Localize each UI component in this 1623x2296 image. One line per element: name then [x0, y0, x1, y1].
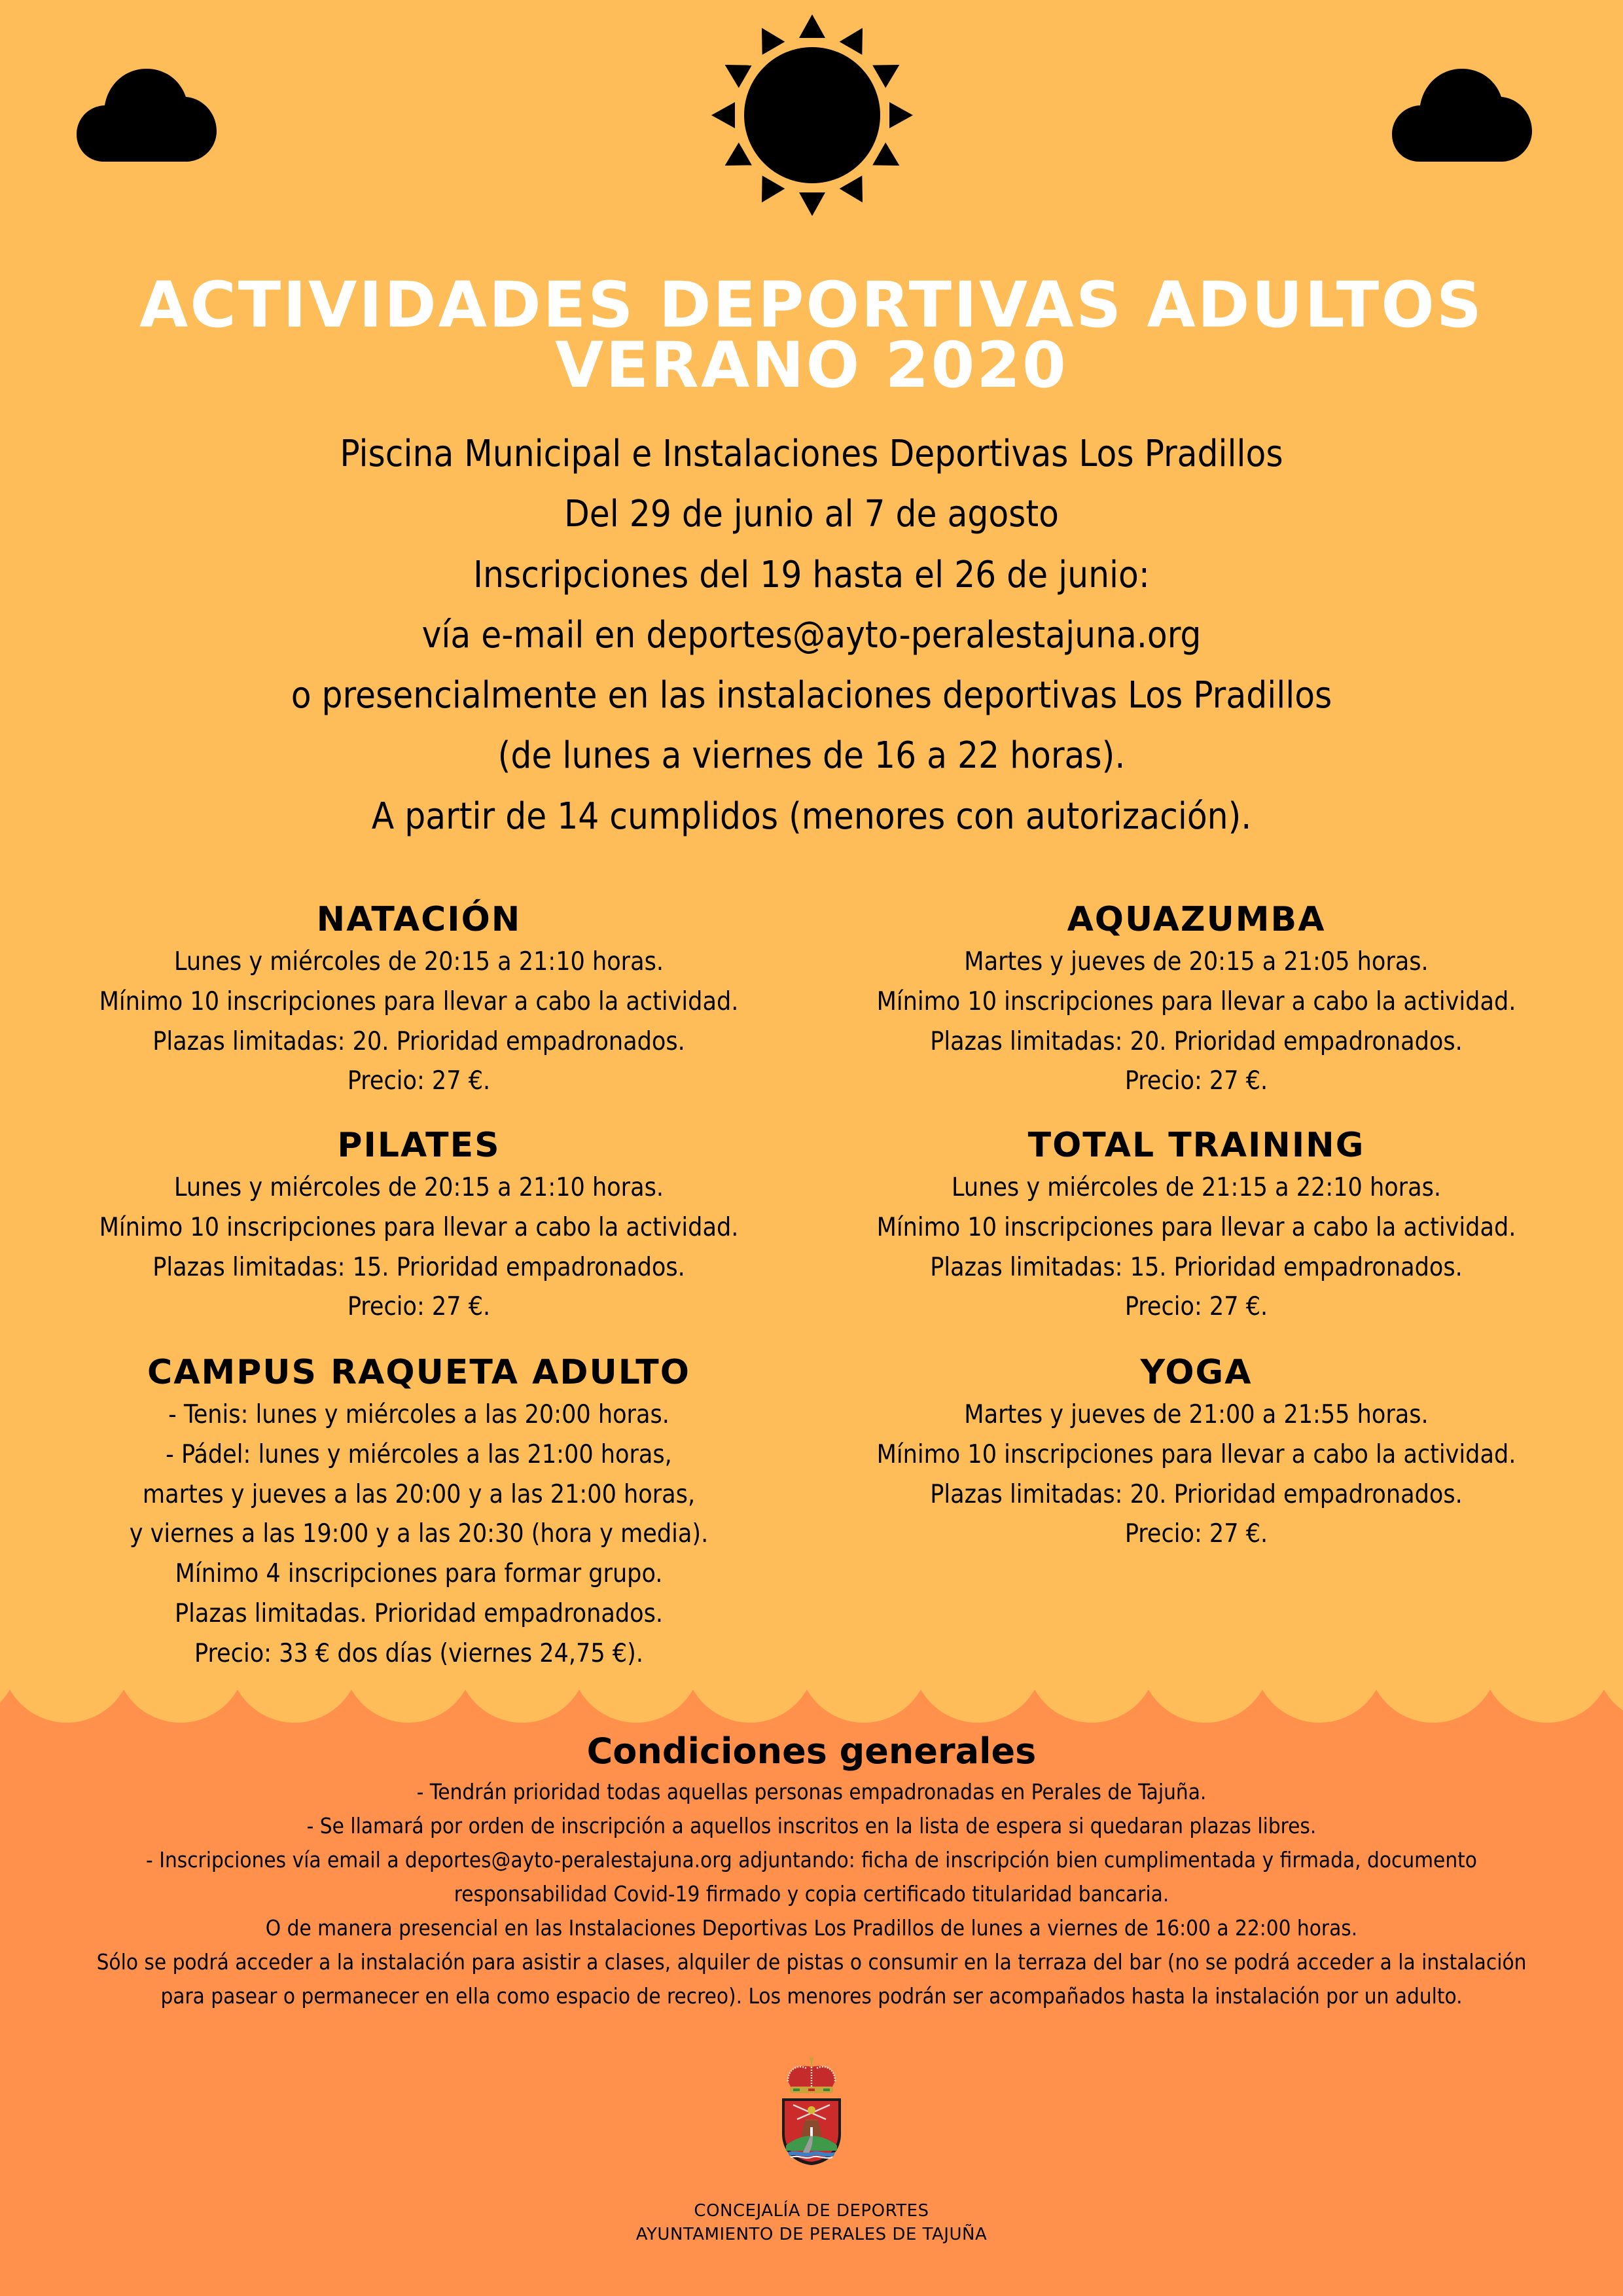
activity-campus-raqueta	[39, 1350, 798, 1674]
sun-ray	[889, 102, 913, 128]
activity-title: PILATES	[337, 1126, 501, 1165]
activity-natacion	[39, 897, 798, 1102]
activity-minimum: Mínimo 10 inscripciones para llevar a cabo la actividad.	[876, 1212, 1516, 1242]
activity-price: Precio: 27 €.	[1124, 1066, 1268, 1096]
condition-line: - Se llamará por orden de inscripción a aquellos inscritos en la lista de espera si quedaran plazas libres.	[306, 1813, 1317, 1839]
sun-ray	[762, 28, 785, 55]
activity-places: Plazas limitadas: 15. Prioridad empadronados.	[930, 1252, 1463, 1282]
cloud-icon	[76, 68, 217, 163]
activity-pilates	[39, 1122, 798, 1327]
intro-email: vía e-mail en deportes@ayto-peralestajuna.org	[421, 613, 1202, 656]
activity-tenis-schedule: - Tenis: lunes y miércoles a las 20:00 horas.	[168, 1400, 669, 1429]
sun-ray	[799, 192, 825, 216]
cloud-icon	[1391, 68, 1533, 163]
activity-schedule: Martes y jueves de 20:15 a 21:05 horas.	[964, 947, 1429, 977]
activity-schedule: Lunes y miércoles de 21:15 a 22:10 horas.	[951, 1173, 1442, 1202]
intro-hours: (de lunes a viernes de 16 a 22 horas).	[497, 734, 1126, 778]
title-line-2: VERANO 2020	[555, 329, 1068, 402]
condition-line: Sólo se podrá acceder a la instalación para asistir a clases, alquiler de pistas o consumir en la terraza del bar (no se podrá acceder a la instalación	[96, 1949, 1527, 1975]
condition-line: - Inscripciones vía email a deportes@ayto-peralestajuna.org adjuntando: ficha de inscripción bien cumplimentada y firmada, documento	[146, 1847, 1477, 1873]
sun-ray	[840, 175, 863, 202]
intro-registration-period: Inscripciones del 19 hasta el 26 de junio:	[473, 553, 1150, 596]
activity-minimum: Mínimo 10 inscripciones para llevar a cabo la actividad.	[99, 986, 739, 1016]
activity-places: Plazas limitadas. Prioridad empadronados.	[175, 1598, 663, 1628]
activity-price: Precio: 27 €.	[347, 1292, 491, 1322]
general-conditions	[0, 1728, 1623, 2013]
sun-ray	[711, 102, 735, 128]
intro-dates: Del 29 de junio al 7 de agosto	[564, 493, 1059, 536]
sun-ray	[762, 175, 785, 202]
activity-places: Plazas limitadas: 20. Prioridad empadronados.	[930, 1026, 1463, 1056]
sun-ray	[872, 65, 899, 88]
activity-schedule: Lunes y miércoles de 20:15 a 21:10 horas.	[173, 947, 664, 977]
activity-padel-schedule: - Pádel: lunes y miércoles a las 21:00 horas,	[166, 1439, 672, 1469]
sun-icon	[707, 10, 917, 220]
activity-title: NATACIÓN	[316, 900, 522, 939]
condition-line: responsabilidad Covid-19 firmado y copia certificado titularidad bancaria.	[454, 1881, 1169, 1907]
activity-places: Plazas limitadas: 20. Prioridad empadronados.	[152, 1026, 685, 1056]
condition-line: para pasear o permanecer en ella como espacio de recreo). Los menores podrán ser acompañados hasta la instalación por un adulto.	[160, 1983, 1463, 2009]
activity-aquazumba	[817, 897, 1576, 1102]
activity-total-training	[817, 1122, 1576, 1327]
activity-price: Precio: 33 € dos días (viernes 24,75 €).	[194, 1638, 643, 1668]
condition-line: O de manera presencial en las Instalaciones Deportivas Los Pradillos de lunes a viernes de 16:00 a 22:00 horas.	[265, 1915, 1358, 1941]
activity-price: Precio: 27 €.	[1124, 1519, 1268, 1549]
activity-minimum: Mínimo 10 inscripciones para llevar a cabo la actividad.	[876, 986, 1516, 1016]
activity-schedule: Lunes y miércoles de 20:15 a 21:10 horas.	[173, 1173, 664, 1202]
intro-block	[0, 424, 1623, 847]
activity-title: CAMPUS RAQUETA ADULTO	[147, 1353, 690, 1392]
coat-of-arms-icon	[779, 2055, 844, 2166]
sun-ray	[725, 143, 752, 166]
condition-line: - Tendrán prioridad todas aquellas personas empadronadas en Perales de Tajuña.	[416, 1779, 1207, 1804]
activity-title: AQUAZUMBA	[1067, 900, 1326, 939]
footer	[0, 2199, 1623, 2246]
sun-ray	[725, 65, 752, 88]
activity-minimum: Mínimo 10 inscripciones para llevar a cabo la actividad.	[876, 1439, 1516, 1469]
activity-yoga	[817, 1350, 1576, 1554]
activity-title: YOGA	[1140, 1353, 1253, 1392]
sun-ray	[799, 14, 825, 38]
intro-age: A partir de 14 cumplidos (menores con autorización).	[371, 795, 1252, 838]
activity-minimum: Mínimo 10 inscripciones para llevar a cabo la actividad.	[99, 1212, 739, 1242]
intro-in-person: o presencialmente en las instalaciones deportivas Los Pradillos	[291, 674, 1332, 717]
activity-places: Plazas limitadas: 15. Prioridad empadronados.	[152, 1252, 685, 1282]
activity-places: Plazas limitadas: 20. Prioridad empadronados.	[930, 1479, 1463, 1509]
activity-price: Precio: 27 €.	[1124, 1292, 1268, 1322]
page-title	[0, 268, 1623, 402]
activity-price: Precio: 27 €.	[347, 1066, 491, 1096]
footer-department: CONCEJALÍA DE DEPORTES	[694, 2201, 929, 2221]
sun-ray	[840, 28, 863, 55]
activity-padel-schedule-3: y viernes a las 19:00 y a las 20:30 (hora y media).	[129, 1519, 709, 1549]
activity-padel-schedule-2: martes y jueves a las 20:00 y a las 21:00 horas,	[142, 1479, 696, 1509]
sun-ray	[872, 143, 899, 166]
activity-minimum: Mínimo 4 inscripciones para formar grupo.	[175, 1559, 663, 1589]
intro-venue: Piscina Municipal e Instalaciones Deportivas Los Pradillos	[340, 433, 1283, 475]
activity-schedule: Martes y jueves de 21:00 a 21:55 horas.	[964, 1400, 1429, 1429]
scalloped-divider	[0, 1676, 1623, 1728]
title-line-1: ACTIVIDADES DEPORTIVAS ADULTOS	[139, 268, 1484, 342]
conditions-title: Condiciones generales	[586, 1731, 1037, 1772]
footer-city-council: AYUNTAMIENTO DE PERALES DE TAJUÑA	[635, 2225, 988, 2244]
activity-title: TOTAL TRAINING	[1027, 1126, 1365, 1165]
